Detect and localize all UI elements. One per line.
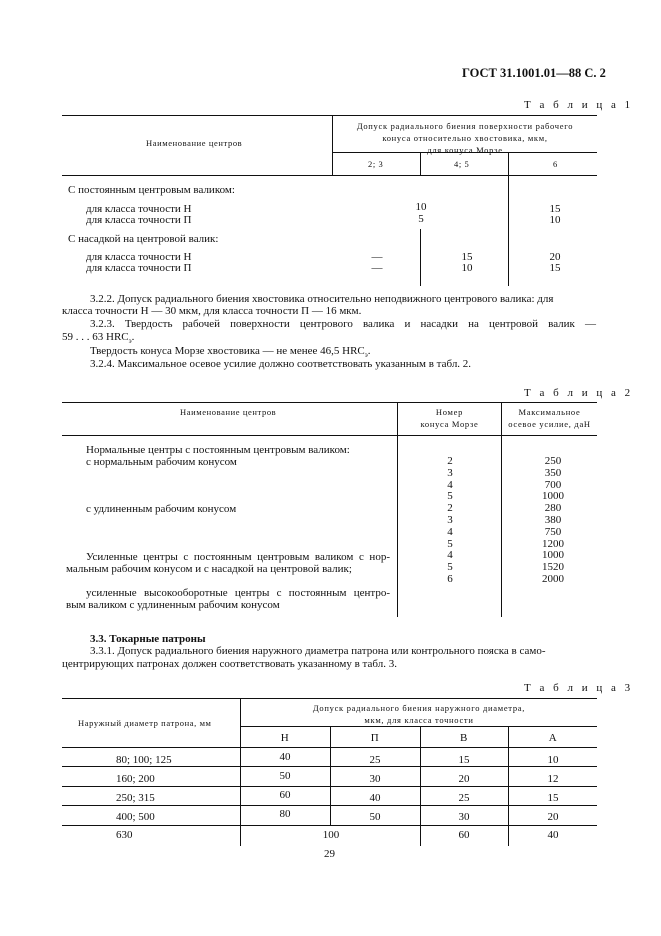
table2-cone-value: 3 [447,466,453,479]
table2-name-line: мальным рабочим конусом и с насадкой на центровой валик; [66,563,352,575]
table1-col-name-header: Наименование центров [146,138,243,148]
table1-cell: 15 [549,262,561,274]
table3-diameter: 250; 315 [116,792,155,804]
table2-force-value: 250 [544,455,562,467]
table2-name-line: с удлиненным рабочим конусом [86,503,237,515]
table3-cell: 20 [547,811,559,823]
table3-cell: 15 [547,792,559,804]
table2-header-bottom-rule [62,435,597,436]
table1-col-group-header [334,120,596,156]
paragraph-322-line1: 3.2.2. Допуск радиального биения хвостовика относительно неподвижного центрового валика: для [90,293,554,305]
hardness-range: 59 . . . 63 HRC [62,331,129,343]
table3-cell: 20 [458,773,470,785]
table2-cone-value: 3 [447,513,453,526]
table2-cone-value: 5 [447,490,453,503]
paragraph-323-line1: 3.2.3. Твердость рабочей поверхности центрового валика и насадки на центровой валик — [90,318,596,330]
table2-col-cone-line-1: Номер [435,407,464,417]
hardness-subscript: э [128,337,132,346]
table2-col-cone-line-2: конуса Морзе [420,419,479,429]
table3-subheader-rule [240,726,597,727]
table2-col-divider-2 [501,402,502,617]
table2-name-line: вым валиком с удлиненным рабочим конусом [66,599,280,611]
section-33-title: 3.3. Токарные патроны [90,633,206,645]
table3-col-group-header [242,702,596,726]
table3-diameter: 400; 500 [116,811,155,823]
morse-hardness-end: . [367,345,371,357]
paragraph-322-line2: класса точности Н — 30 мкм, для класса точности П — 16 мкм. [62,305,362,317]
table1-group1-title: С постоянным центровым валиком: [68,184,235,196]
table3-cell: 10 [547,754,559,766]
table2-col-name-header: Наименование центров [180,407,277,417]
table1-subcol-45: 4; 5 [454,159,470,169]
table3-diameter: 160; 200 [116,773,155,785]
table3-col-divider-d [240,698,241,846]
table2-cone-value: 4 [447,525,453,538]
table2-force-value: 2000 [542,572,564,585]
table2-col-force-header [502,406,597,430]
table1-col-group-line-1: Допуск радиального биения поверхности рабочего [356,121,574,131]
hardness-range-end: . [131,331,135,343]
table2-force-value: 380 [544,513,562,526]
table3-cell: 25 [458,792,470,804]
table1-caption: Т а б л и ц а 1 [524,99,634,111]
table1-cell: 15 [461,251,473,263]
table1-cell: — [371,251,383,263]
table2-name-line: Нормальные центры с постоянным центровым валиком: [86,444,350,456]
table3-cell-merged-hp: 100 [322,829,340,841]
table3-cell: 50 [369,811,381,823]
table2-cone-column [430,456,470,586]
table3-col-name-header: Наружный диаметр патрона, мм [78,718,212,728]
table2-cone-value: 5 [447,561,453,574]
table2-force-value: 1200 [542,537,564,550]
table3-subcol-h: Н [280,732,290,744]
table3-row-rule [62,786,597,787]
table2-cone-value: 5 [447,537,453,550]
table1-header-bottom-rule [62,175,597,176]
table1-group2-title: С насадкой на центровой валик: [68,233,219,245]
table2-cone-value: 2 [447,455,453,467]
table1-col-line-1 [420,229,421,286]
table1-row-label: для класса точности П [86,214,192,226]
table3-cell: 40 [547,829,559,841]
table3-cell: 15 [458,754,470,766]
table2-col-cone-header [398,406,501,430]
table1-header-divider [332,115,333,175]
table1-cell: 15 [549,203,561,215]
table1-subcol-23: 2; 3 [368,159,384,169]
table2-force-value: 350 [544,466,562,479]
table3-cell: 80 [279,808,291,820]
table3-cell: 30 [369,773,381,785]
table3-row-rule [62,766,597,767]
table2-top-rule [62,402,597,403]
table3-top-rule [62,698,597,699]
table1-cell: — [371,262,383,274]
table3-diameter: 630 [116,829,133,841]
document-header: ГОСТ 31.1001.01—88 С. 2 [462,66,606,80]
table3-cell: 40 [369,792,381,804]
table1-cell: 10 [461,262,473,274]
table3-cell: 60 [279,789,291,801]
paragraph-324: 3.2.4. Максимальное осевое усилие должно соответствовать указанным в табл. 2. [90,358,472,370]
table3-caption: Т а б л и ц а 3 [524,682,634,694]
table1-subcol-6: 6 [553,159,558,169]
table3-cell: 30 [458,811,470,823]
table2-force-value: 750 [544,525,562,538]
table1-col-group-line-2: конуса относительно хвостовика, мкм, [382,133,548,143]
table2-force-value: 280 [544,502,562,515]
table1-cell: 20 [549,251,561,263]
table3-diameter: 80; 100; 125 [116,754,172,766]
table1-top-rule [62,115,597,116]
table1-col-line-2 [508,175,509,286]
table1-cell: 5 [418,213,424,225]
table2-col-force-line-2: осевое усилие, даН [508,419,591,429]
section-33-paragraph-line1: 3.3.1. Допуск радиального биения наружного диаметра патрона или контрольного пояска в само- [90,645,546,657]
table2-name-line: с нормальным рабочим конусом [86,456,237,468]
table3-subcol-p: П [370,732,380,744]
section-33-paragraph-line2: центрирующих патронах должен соответствовать указанному в табл. 3. [62,658,397,670]
table2-name-line: усиленные высокооборотные центры с постоянным центро- [86,587,390,599]
table2-force-value: 1520 [542,561,564,574]
table1-row-label: для класса точности Н [86,251,192,263]
paragraph-323-line2 [62,331,134,345]
morse-hardness-subscript: э [364,351,368,360]
table2-force-column [528,456,578,586]
table2-cone-value: 2 [447,502,453,515]
table2-force-value: 700 [544,478,562,491]
table2-cone-value: 4 [447,549,453,562]
table1-cell: 10 [549,214,561,226]
table1-row-label: для класса точности П [86,262,192,274]
table3-cell: 40 [279,751,291,763]
table3-col-group-line-1: Допуск радиального биения наружного диаметра, [312,703,526,713]
table1-cell: 10 [415,201,427,213]
table3-cell: 25 [369,754,381,766]
table2-name-line: Усиленные центры с постоянным центровым валиком с нор- [86,551,390,563]
table1-col-group-line-3: для конуса Морзе [427,145,503,155]
table3-cell: 60 [458,829,470,841]
morse-hardness-text: Твердость конуса Морзе хвостовика — не менее 46,5 HRC [90,345,365,357]
table3-row-rule [62,805,597,806]
table1-row-label: для класса точности Н [86,203,192,215]
table3-row-rule [62,825,597,826]
table2-force-value: 1000 [542,549,564,562]
table3-cell: 50 [279,770,291,782]
table2-col-force-line-1: Максимальное [518,407,581,417]
table3-col-divider-hp [330,726,331,826]
table3-cell: 12 [547,773,559,785]
table3-col-group-line-2: мкм, для класса точности [364,715,474,725]
page-number: 29 [324,848,335,860]
table3-subcol-v: В [460,732,468,744]
table2-cone-value: 4 [447,478,453,491]
table2-force-value: 1000 [542,490,564,503]
table2-caption: Т а б л и ц а 2 [524,387,634,399]
table2-cone-value: 6 [447,572,453,585]
table2-col-divider-1 [397,402,398,617]
table3-subcol-a: А [548,732,558,744]
